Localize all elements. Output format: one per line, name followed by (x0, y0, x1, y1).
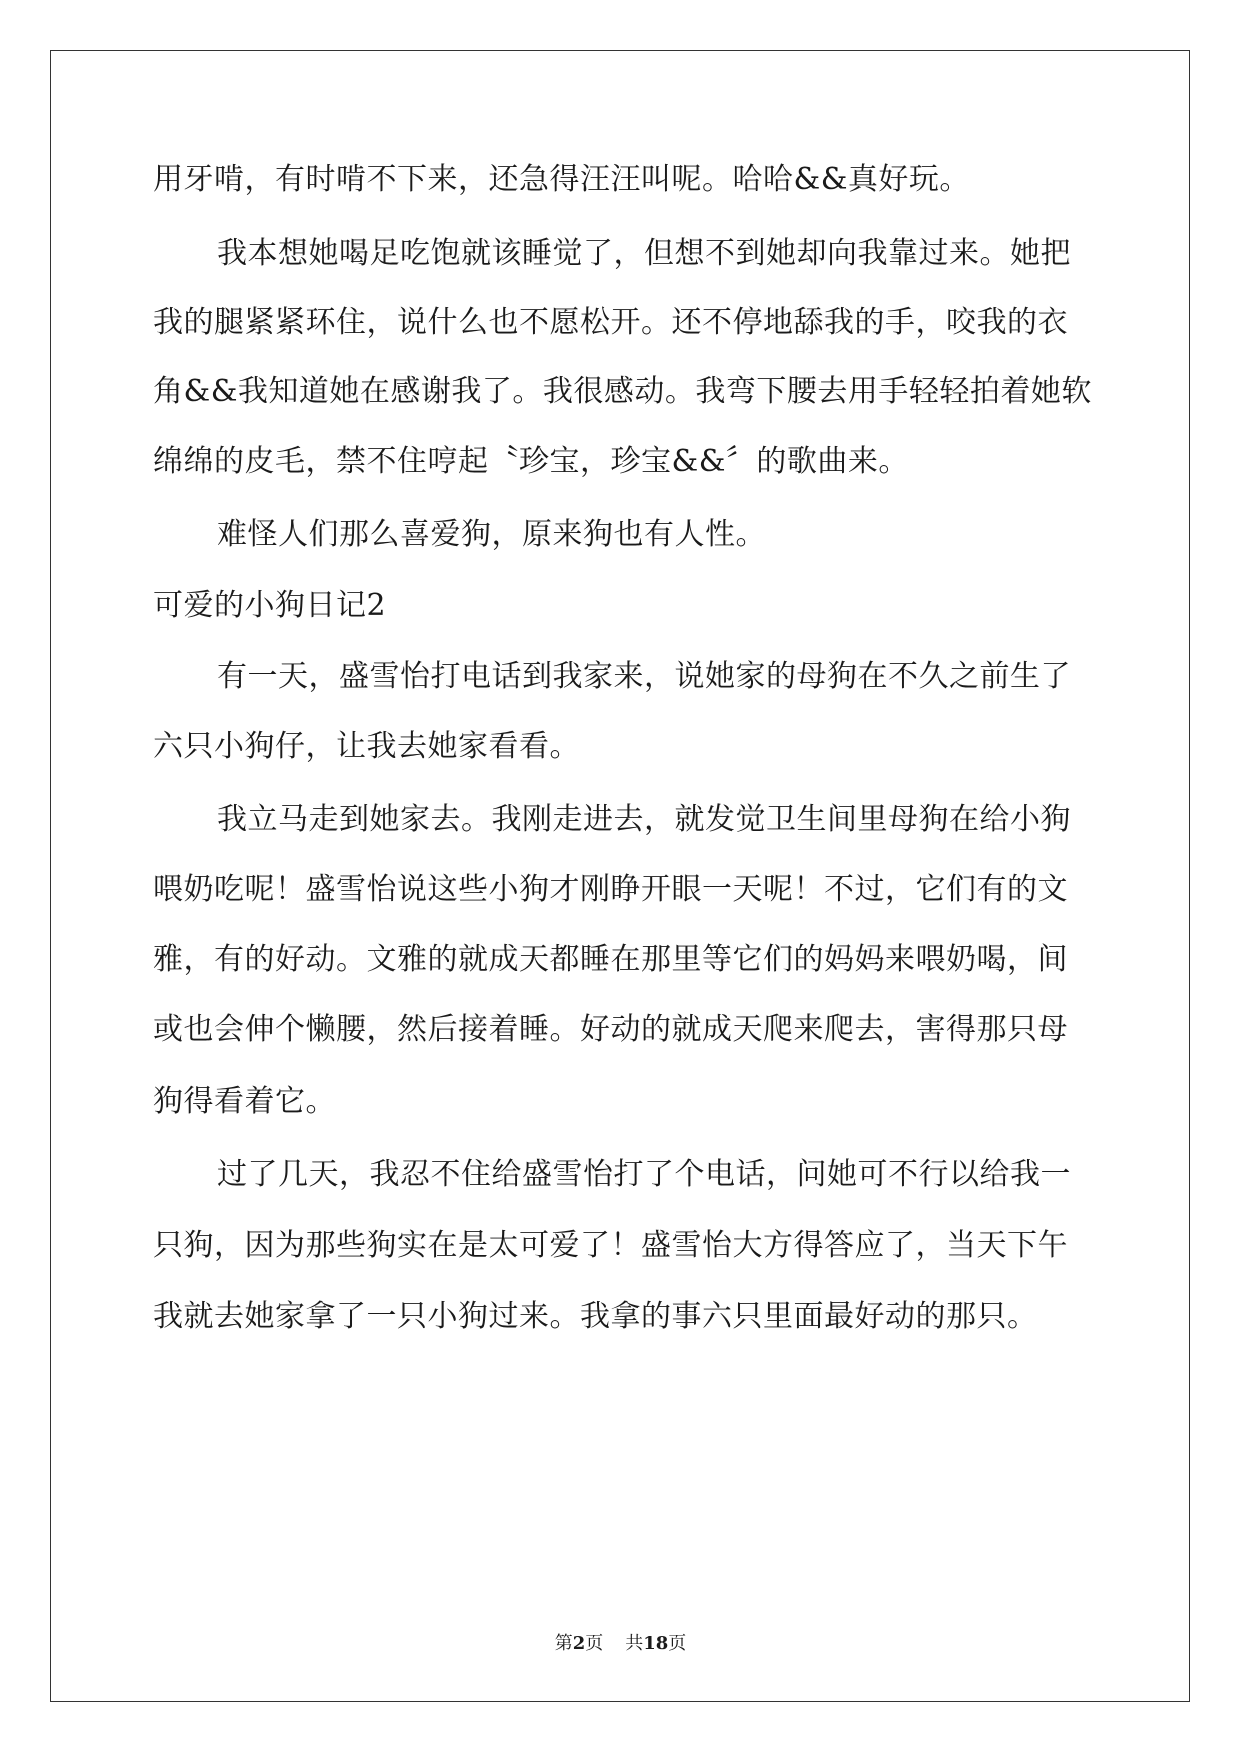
text-line: 用牙啃，有时啃不下来，还急得汪汪叫呢。哈哈&&真好玩。 (153, 162, 970, 197)
text-line: 我立马走到她家去。我刚走进去，就发觉卫生间里母狗在给小狗 (217, 802, 1071, 837)
text-line: 喂奶吃呢！盛雪怡说这些小狗才刚睁开眼一天呢！不过，它们有的文 (153, 872, 1068, 907)
text-line: 难怪人们那么喜爱狗，原来狗也有人性。 (217, 517, 766, 552)
total-suffix: 页 (668, 1633, 687, 1654)
text-line: 过了几天，我忍不住给盛雪怡打了个电话，问她可不行以给我一 (217, 1157, 1071, 1192)
text-line: 或也会伸个懒腰，然后接着睡。好动的就成天爬来爬去，害得那只母 (153, 1012, 1068, 1047)
text-line: 只狗，因为那些狗实在是太可爱了！盛雪怡大方得答应了，当天下午 (153, 1228, 1068, 1263)
page-footer (0, 1632, 1241, 1656)
text-line: 角&&我知道她在感谢我了。我很感动。我弯下腰去用手轻轻拍着她软 (153, 374, 1092, 409)
text-line: 绵绵的皮毛，禁不住哼起〝珍宝，珍宝&&〞的歌曲来。 (153, 444, 909, 479)
page-number: 2 (572, 1633, 586, 1654)
text-line: 有一天，盛雪怡打电话到我家来，说她家的母狗在不久之前生了 (217, 659, 1071, 694)
page-prefix: 第 (554, 1633, 573, 1654)
total-prefix: 共 (625, 1633, 644, 1654)
page-suffix: 页 (585, 1633, 604, 1654)
text-line: 我就去她家拿了一只小狗过来。我拿的事六只里面最好动的那只。 (153, 1299, 1038, 1334)
text-line: 我的腿紧紧环住，说什么也不愿松开。还不停地舔我的手，咬我的衣 (153, 305, 1068, 340)
total-pages: 18 (643, 1633, 669, 1654)
text-line: 我本想她喝足吃饱就该睡觉了，但想不到她却向我靠过来。她把 (217, 236, 1071, 271)
text-line: 雅，有的好动。文雅的就成天都睡在那里等它们的妈妈来喂奶喝，间 (153, 942, 1068, 977)
text-line: 狗得看着它。 (153, 1084, 336, 1119)
text-line: 六只小狗仔，让我去她家看看。 (153, 729, 580, 764)
section-heading: 可爱的小狗日记2 (153, 588, 387, 623)
